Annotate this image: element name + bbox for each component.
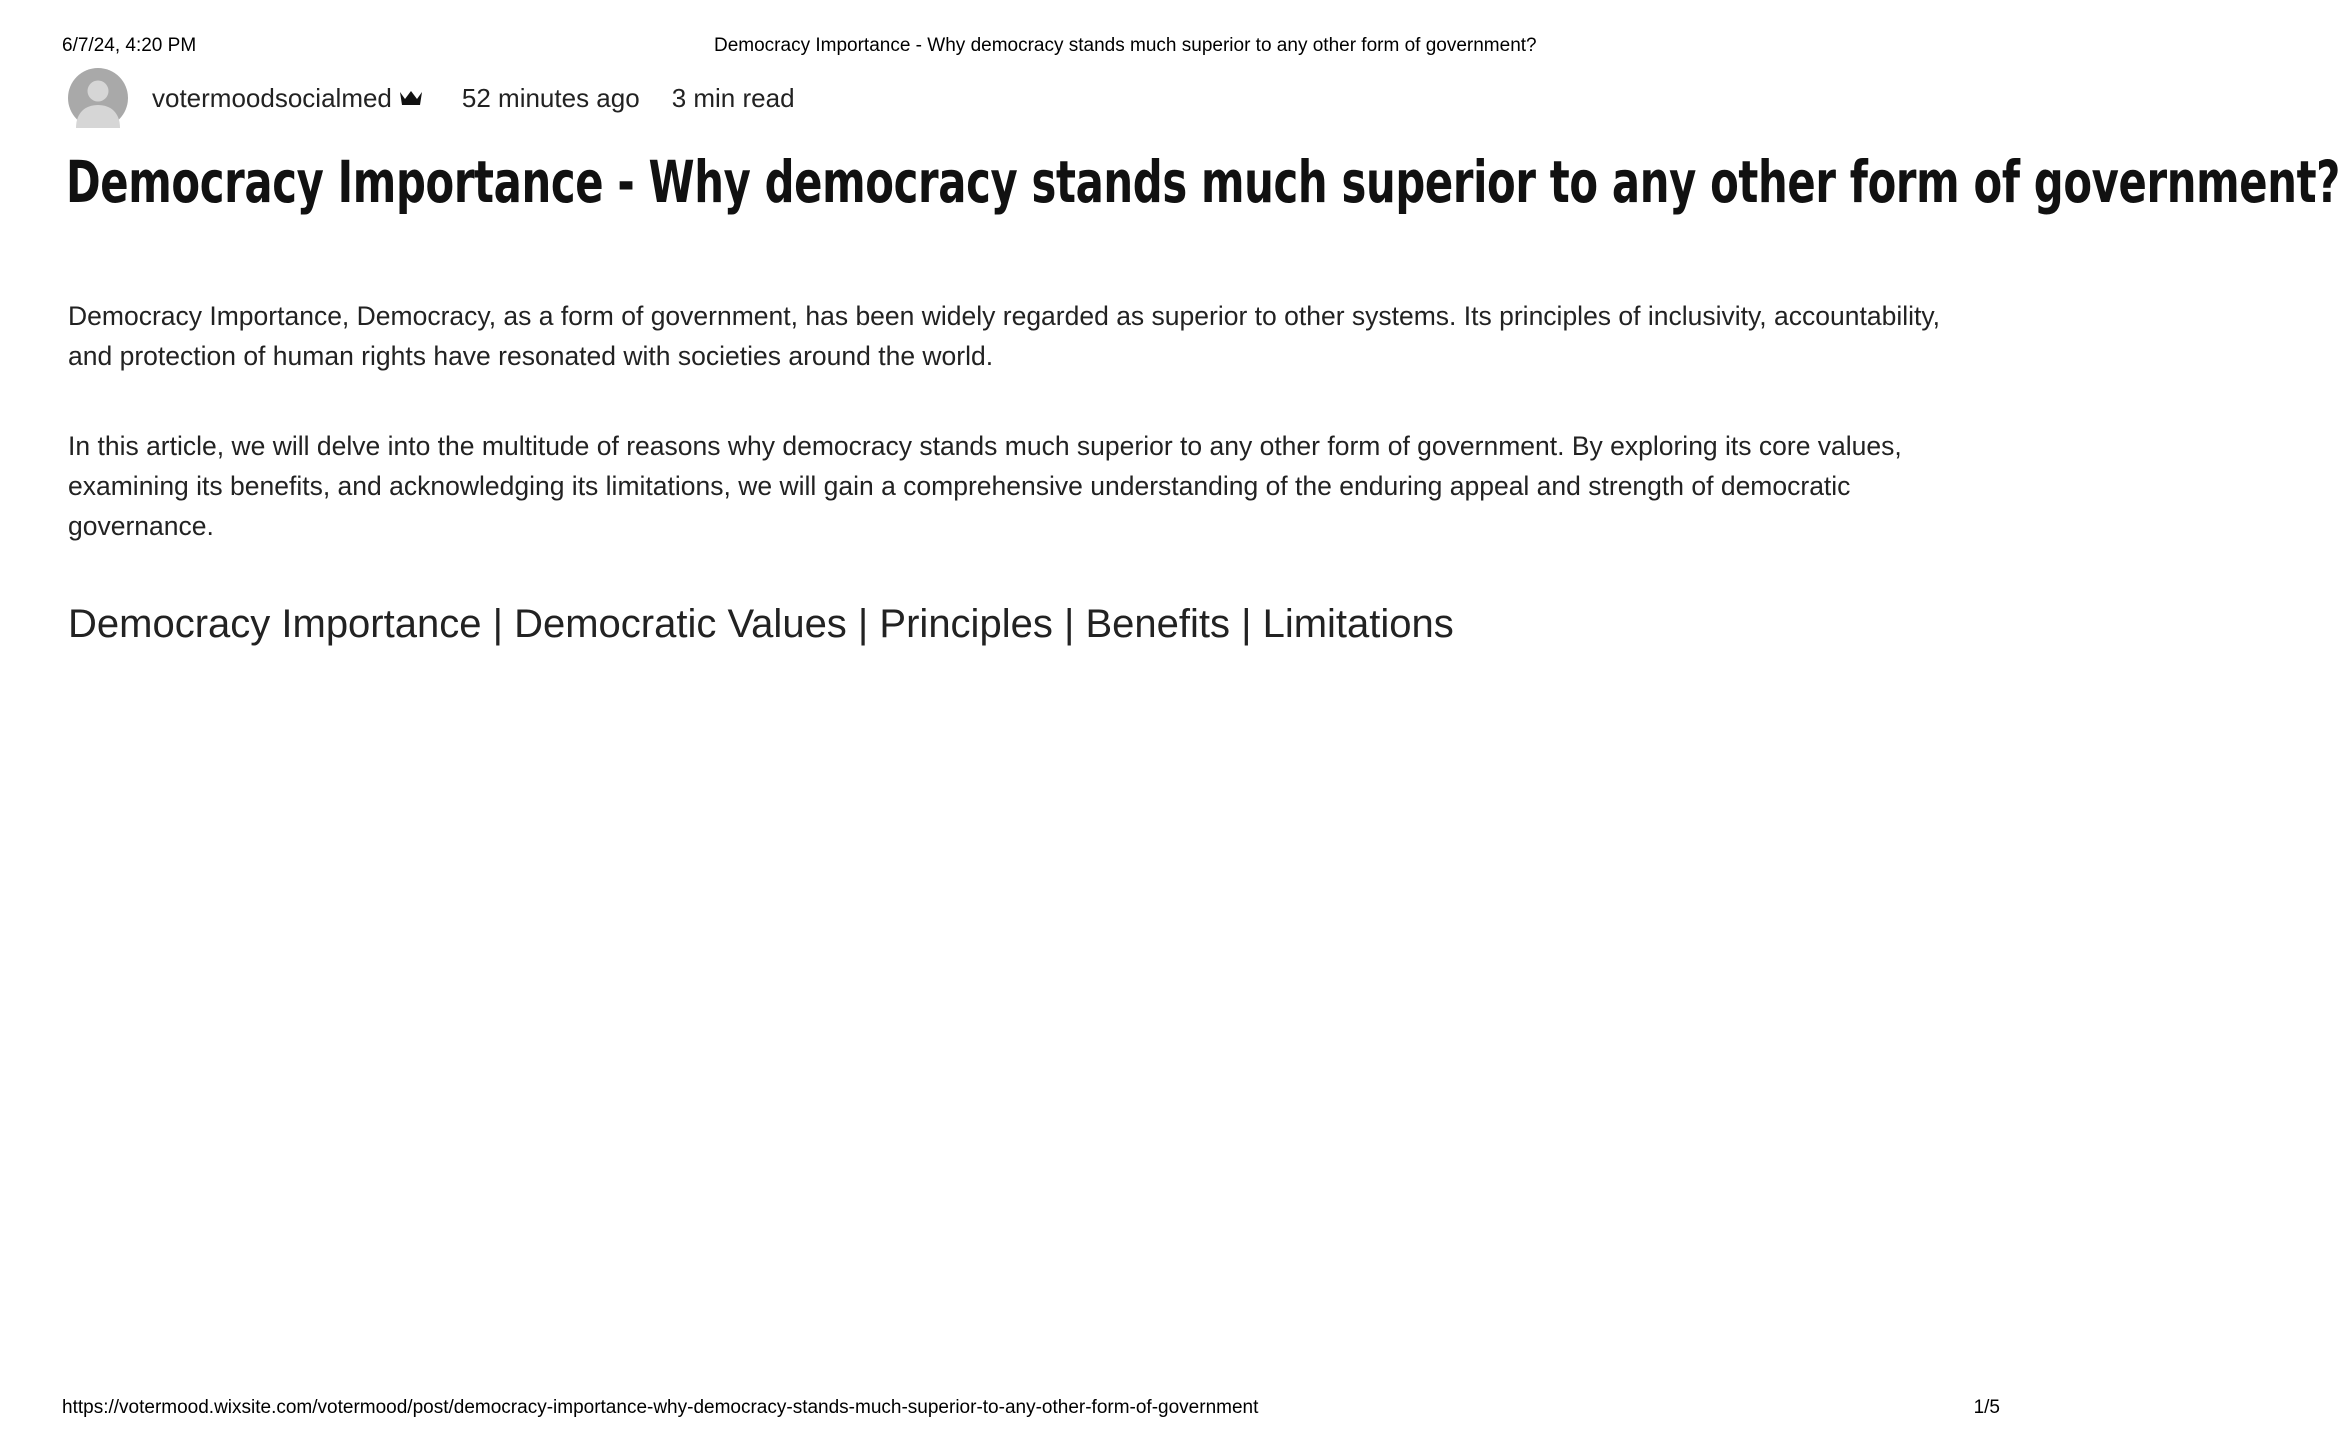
post-time[interactable]: 52 minutes ago <box>461 82 640 113</box>
crown-icon <box>398 88 424 108</box>
print-footer-url: https://votermood.wixsite.com/votermood/post/democracy-importance-why-democracy-stands-much-superior-to-any-other-form-of-government <box>62 1397 1259 1418</box>
read-time: 3 min read <box>671 82 795 113</box>
section-heading: Democracy Importance | Democratic Values | Principles | Benefits | Limitations <box>68 602 1454 646</box>
print-header-title: Democracy Importance - Why democracy stands much superior to any other form of government? <box>714 35 1537 56</box>
avatar[interactable] <box>68 68 128 128</box>
user-silhouette-icon <box>68 68 128 128</box>
page-number: 1/5 <box>1973 1397 2000 1418</box>
author-name[interactable]: votermoodsocialmed <box>152 82 392 113</box>
author-row <box>68 68 795 128</box>
print-header-date: 6/7/24, 4:20 PM <box>62 35 197 56</box>
post-title: Democracy Importance - Why democracy stands much superior to any other form of government? <box>66 148 2340 216</box>
article-paragraph: In this article, we will delve into the multitude of reasons why democracy stands much superior to any other form of government. By exploring its core values, examining its benefits, and acknowledging its limitations, we will gain a comprehensive understanding of the enduring appeal and strength of democratic governance. <box>68 431 1902 541</box>
intro-paragraph: Democracy Importance, Democracy, as a form of government, has been widely regarded as superior to other systems. Its principles of inclusivity, accountability, and protection of human rights have resonated with societies around the world. <box>68 301 1940 371</box>
